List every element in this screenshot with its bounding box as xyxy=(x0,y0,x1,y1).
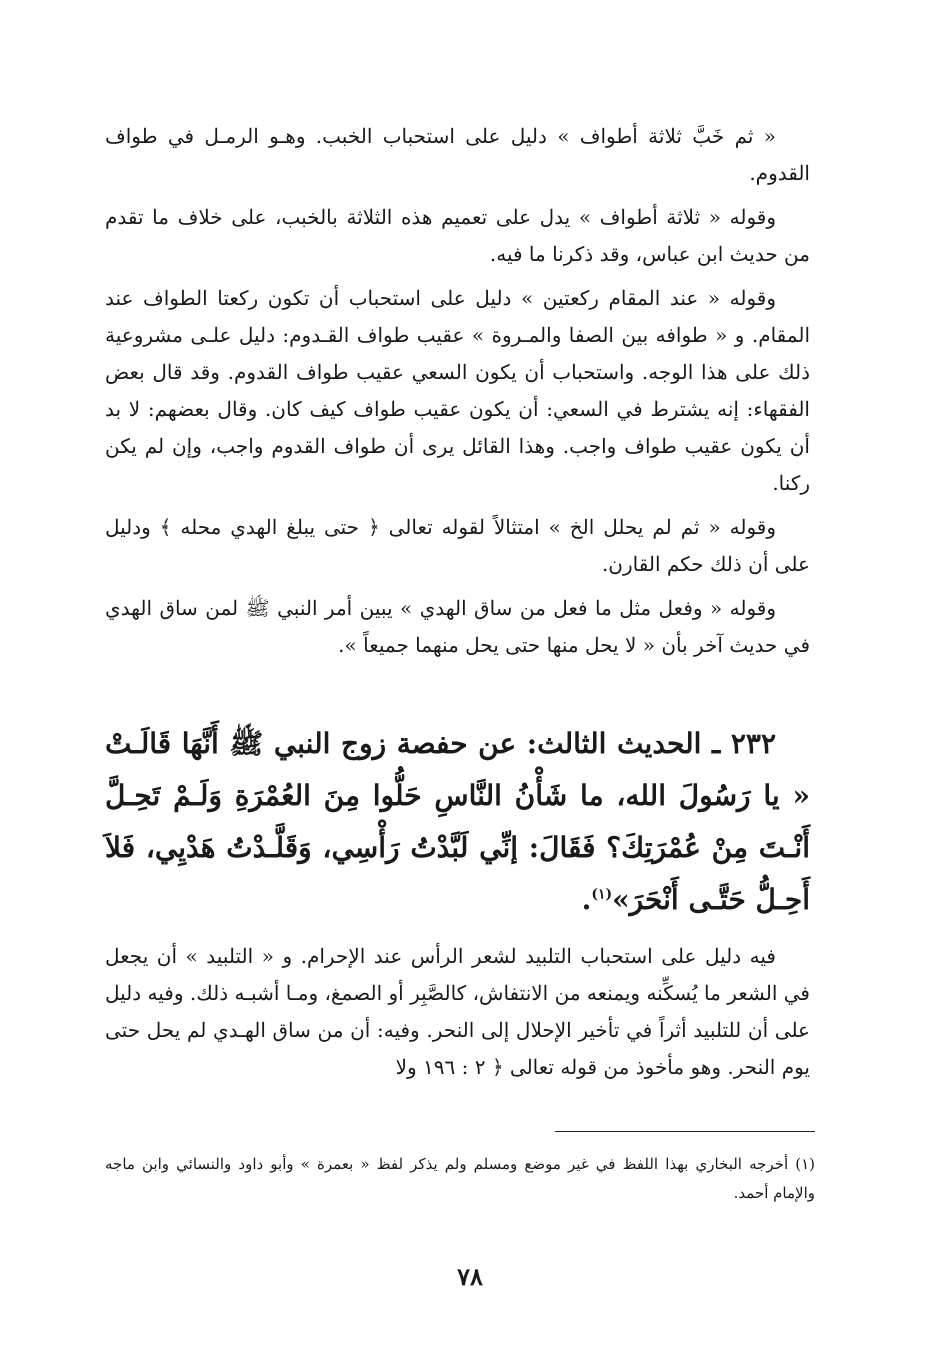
footnote-1: (١) أخرجه البخاري بهذا اللفظ في غير موضع ومسلم ولم يذكر لفظ « بعمرة » وأبو داود والنسائي وابن ماجه والإمام أحمد. xyxy=(105,1155,815,1202)
commentary-paragraph-4: وقوله « ثم لم يحلل الخ » امتثالاً لقوله تعالى ﴿ حتى يبلغ الهدي محله ﴾ ودليل على أن ذلك حكم القارن. xyxy=(105,515,810,576)
hadith-text: ٢٣٢ ـ الحديث الثالث: عن حفصة زوج النبي ﷺ أَنَّهَا قَالَـتْ « يا رَسُولَ الله، ما شَأْنُ النَّاسِ حَلُّوا مِنَ العُمْرَةِ وَلَـمْ تَحِـلَّ أَنْـتَ مِنْ عُمْرَتِكَ؟ فَقَالَ: إنِّي لَبَّدْتُ رَأْسِي، وَقَلَّـدْتُ هَدْيِي، فَلاَ أَحِـلُّ حَتَّـى أَنْحَرَ» xyxy=(105,727,810,916)
hadith-end: . xyxy=(581,883,592,916)
footnote-marker: (١) xyxy=(591,886,613,903)
footnotes-section xyxy=(105,1150,815,1208)
explanation-paragraph: فيه دليل على استحباب التلبيد لشعر الرأس عند الإحرام. و « التلبيد » أن يجعل في الشعر ما يُسكِّنه ويمنعه من الانتفاش، كالصَّبِر أو الصمغ، ومـا أشبـه ذلك. وفيه دليل على أن للتلبيد أثراً في تأخير الإحلال إلى النحر. وفيه: أن من ساق الهـدي لم يحل حتى يوم النحر. وهو مأخوذ من قوله تعالى ﴿ ٢ : ١٩٦ ولا xyxy=(105,944,810,1079)
commentary-paragraph-1: « ثم خَبَّ ثلاثة أطواف » دليل على استحباب الخبب. وهـو الرمـل في طواف القدوم. xyxy=(105,124,810,185)
commentary-paragraph-3: وقوله « عند المقام ركعتين » دليل على استحباب أن تكون ركعتا الطواف عند المقام. و « طوافه بين الصفا والمـروة » عقيب طواف القـدوم: دليل علـى مشروعية ذلك على هذا الوجه. واستحباب أن يكون السعي عقيب طواف القدوم. وقد قال بعض الفقهاء: إنه يشترط في السعي: أن يكون عقيب طواف كيف كان. وقال بعضهم: لا بد أن يكون عقيب طواف واجب. وهذا القائل يرى أن طواف القدوم واجب، وإن لم يكن ركنا. xyxy=(105,286,810,495)
page-number: ٧٨ xyxy=(457,1262,483,1291)
hadith-paragraph xyxy=(105,718,810,926)
explanation-section xyxy=(105,938,810,1086)
commentary-paragraph-5: وقوله « وفعل مثل ما فعل من ساق الهدي » يبين أمر النبي ﷺ لمن ساق الهدي في حديث آخر بأن « لا يحل منها حتى يحل منهما جميعاً ». xyxy=(105,596,810,657)
commentary-paragraph-2: وقوله « ثلاثة أطواف » يدل على تعميم هذه الثلاثة بالخبب، على خلاف ما تقدم من حديث ابن عباس، وقد ذكرنا ما فيه. xyxy=(105,205,810,266)
hadith-section xyxy=(105,718,810,926)
footnote-divider xyxy=(555,1131,815,1132)
commentary-section xyxy=(105,118,810,664)
